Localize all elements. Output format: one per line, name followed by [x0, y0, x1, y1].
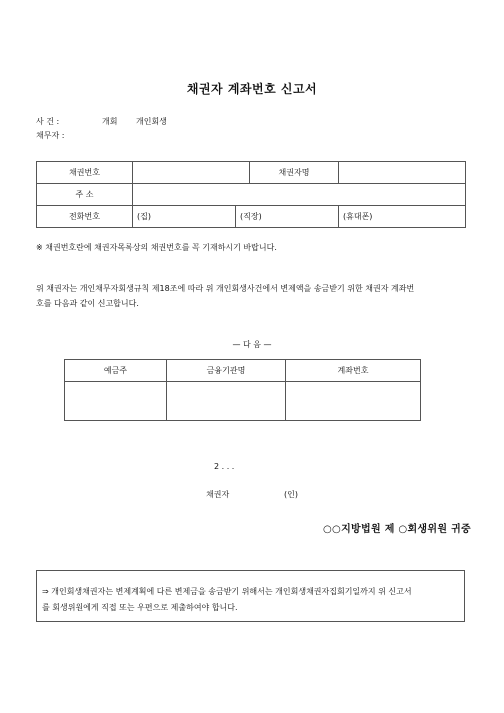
home-phone-cell[interactable]: (집) [133, 206, 236, 228]
account-table [64, 359, 421, 421]
bank-name-cell[interactable] [167, 382, 286, 421]
notice-line-2: 를 회생위원에게 직접 또는 우편으로 제출하여야 합니다. [42, 603, 238, 612]
table-row [65, 382, 421, 421]
debtor-label: 채무자 : [36, 131, 65, 140]
case-label: 사 건 : [36, 117, 60, 126]
creditor-info-table [36, 161, 466, 228]
account-number-header: 계좌번호 [286, 360, 421, 382]
account-holder-cell[interactable] [65, 382, 167, 421]
document-title: 채권자 계좌번호 신고서 [186, 82, 318, 96]
work-phone-cell[interactable]: (직장) [236, 206, 339, 228]
creditor-no-cell[interactable] [133, 162, 250, 184]
creditor-name-cell[interactable] [339, 162, 466, 184]
address-label: 주 소 [37, 184, 133, 206]
table-row [37, 206, 466, 228]
court-addressee: ○○지방법원 제 ○회생위원 귀중 [323, 524, 471, 535]
body-line-1: 위 채권자는 개인채무자회생규칙 제18조에 따라 위 개인회생사건에서 변제액을 송금받기 위한 채권자 계좌번 [36, 284, 415, 293]
seal-mark: (인) [284, 490, 298, 499]
submission-notice-box [36, 570, 465, 622]
creditor-number-note: ※ 채권번호란에 채권자목록상의 채권번호를 꼭 기재하시기 바랍니다. [36, 243, 277, 252]
section-heading: — 다 음 — [232, 340, 272, 349]
signer-label: 채권자 [206, 490, 230, 499]
bank-name-header: 금융기관명 [167, 360, 286, 382]
date-line: 2 . . . [214, 462, 235, 471]
account-number-cell[interactable] [286, 382, 421, 421]
account-holder-header: 예금주 [65, 360, 167, 382]
case-value-2: 개인회생 [136, 117, 167, 126]
table-row [37, 162, 466, 184]
address-cell[interactable] [133, 184, 466, 206]
phone-label: 전화번호 [37, 206, 133, 228]
creditor-no-label: 채권번호 [37, 162, 133, 184]
mobile-phone-cell[interactable]: (휴대폰) [339, 206, 466, 228]
table-row [37, 184, 466, 206]
creditor-name-label: 채권자명 [250, 162, 339, 184]
body-line-2: 호를 다음과 같이 신고합니다. [36, 299, 139, 308]
notice-line-1: ⇒ 개인회생채권자는 변제계획에 다른 변제금을 송금받기 위해서는 개인회생채권자집회기일까지 위 신고서 [42, 587, 412, 596]
case-value-1: 개회 [102, 117, 118, 126]
table-row [65, 360, 421, 382]
